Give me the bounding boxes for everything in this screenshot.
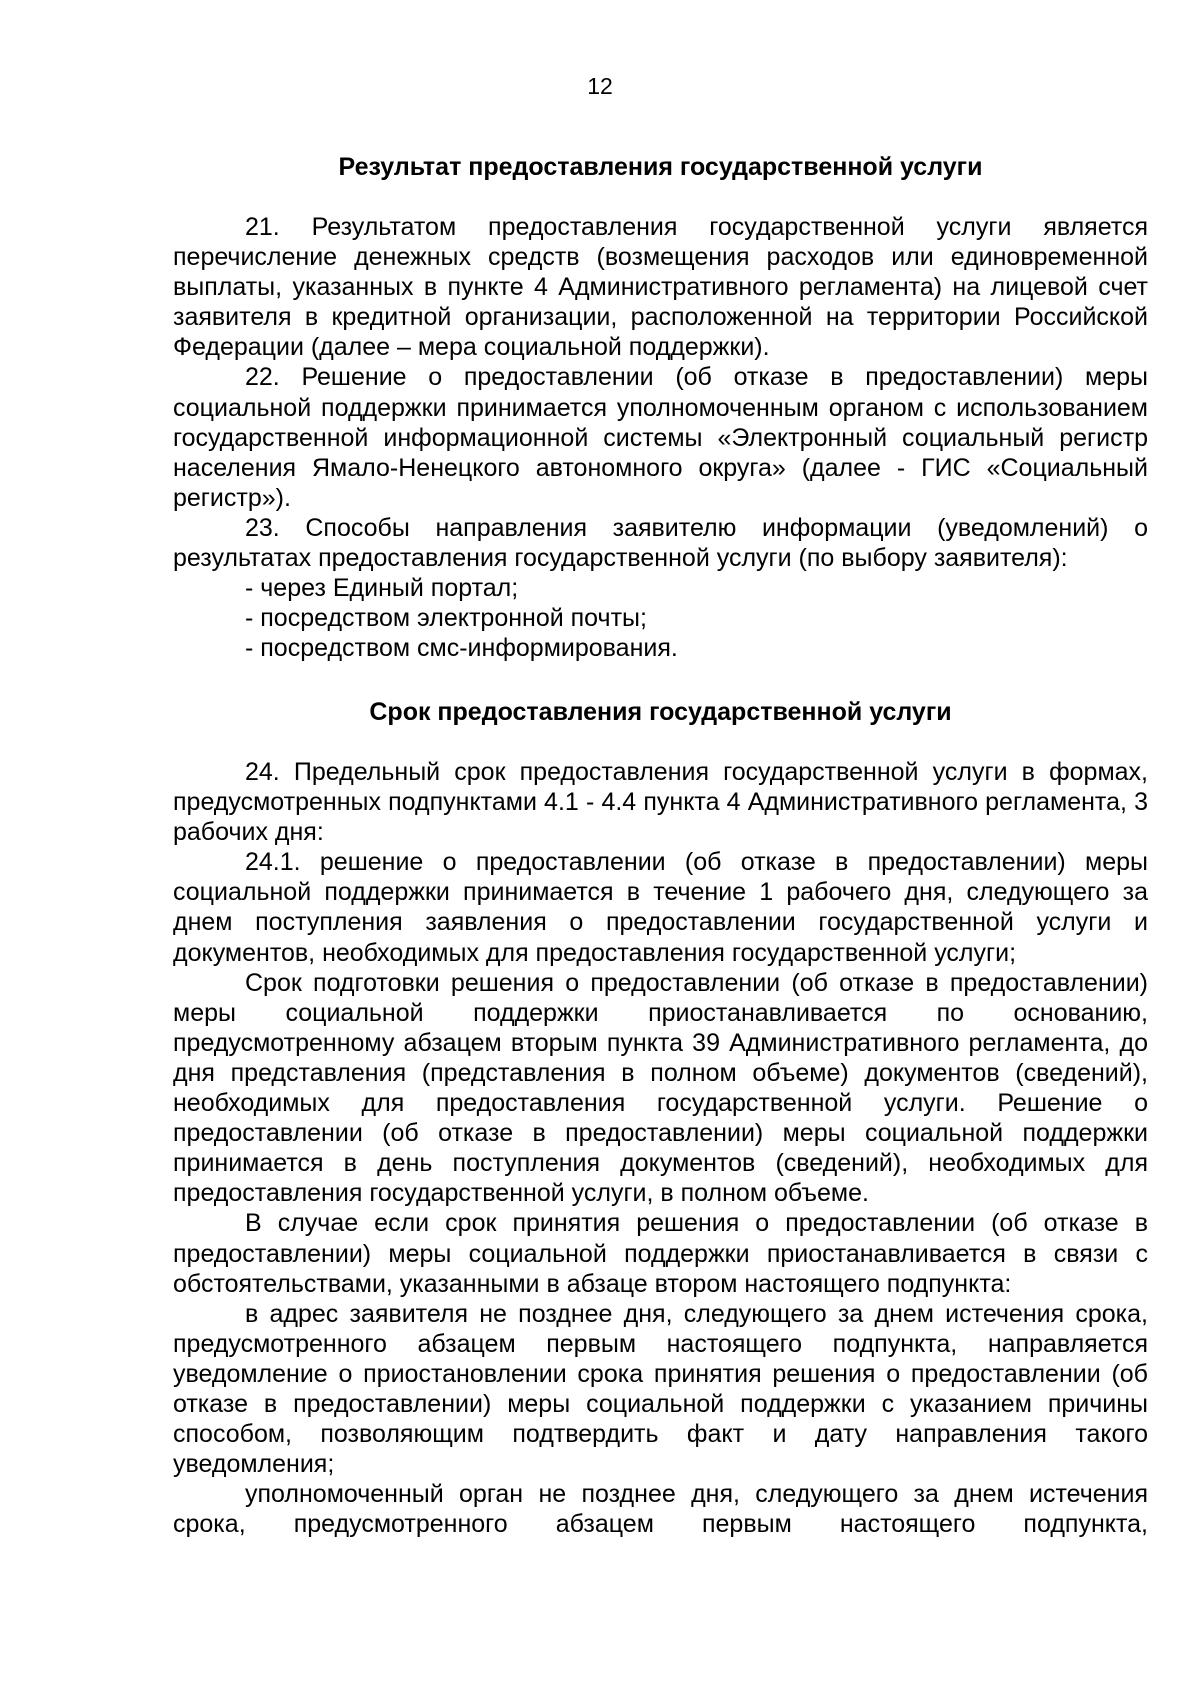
- clause-24-1: 24.1. решение о предоставлении (об отказе в предоставлении) меры социальной поддержки принимается в течение 1 рабочего дня, следующего за днем поступления заявления о предоставлении государственной услуги и документов, необходимых для предоставления государственной услуги;: [173, 848, 1148, 967]
- clause-22: 22. Решение о предоставлении (об отказе в предоставлении) меры социальной поддержки принимается уполномоченным органом с использованием государственной информационной системы «Электронный социальный регистр населения Ямало-Ненецкого автономного округа» (далее - ГИС «Социальный регистр»).: [173, 363, 1148, 512]
- paragraph-case-suspension: В случае если срок принятия решения о предоставлении (об отказе в предоставлении) меры социальной поддержки приостанавливается в связи с обстоятельствами, указанными в абзаце втором настоящего подпункта:: [173, 1209, 1148, 1298]
- clause-21: 21. Результатом предоставления государственной услуги является перечисление денежных средств (возмещения расходов или единовременной выплаты, указанных в пункте 4 Административного регламента) на лицевой счет заявителя в кредитной организации, расположенной на территории Российской Федерации (далее – мера социальной поддержки).: [173, 213, 1148, 362]
- paragraph-notice-applicant: в адрес заявителя не позднее дня, следующего за днем истечения срока, предусмотренного абзацем первым настоящего подпункта, направляется уведомление о приостановлении срока принятия решения о предоставлении (об отказе в предоставлении) меры социальной поддержки с указанием причины способом, позволяющим подтвердить факт и дату направления такого уведомления;: [173, 1299, 1148, 1479]
- page-number: 12: [587, 73, 613, 99]
- section-title-term: Срок предоставления государственной услуги: [369, 698, 952, 726]
- list-item-email: - посредством электронной почты;: [245, 604, 647, 633]
- list-item-portal: - через Единый портал;: [245, 574, 519, 603]
- clause-23: 23. Способы направления заявителю информации (уведомлений) о результатах предоставления государственной услуги (по выбору заявителя):: [173, 513, 1148, 573]
- list-item-sms: - посредством смс-информирования.: [245, 634, 678, 663]
- clause-24: 24. Предельный срок предоставления государственной услуги в формах, предусмотренных подпунктами 4.1 - 4.4 пункта 4 Административного регламента, 3 рабочих дня:: [173, 758, 1148, 847]
- paragraph-authorized-body: уполномоченный орган не позднее дня, следующего за днем истечения срока, предусмотренного абзацем первым настоящего подпункта,: [173, 1480, 1148, 1539]
- section-term-body: [173, 757, 1148, 1539]
- section-title-result: Результат предоставления государственной услуги: [338, 153, 983, 181]
- paragraph-suspension: Срок подготовки решения о предоставлении (об отказе в предоставлении) меры социальной поддержки приостанавливается по основанию, предусмотренному абзацем вторым пункта 39 Административного регламента, до дня представления (представления в полном объеме) документов (сведений), необходимых для предоставления государственной услуги. Решение о предоставлении (об отказе в предоставлении) меры социальной поддержки принимается в день поступления документов (сведений), необходимых для предоставления государственной услуги, в полном объеме.: [173, 968, 1148, 1208]
- section-result-body: [173, 212, 1148, 663]
